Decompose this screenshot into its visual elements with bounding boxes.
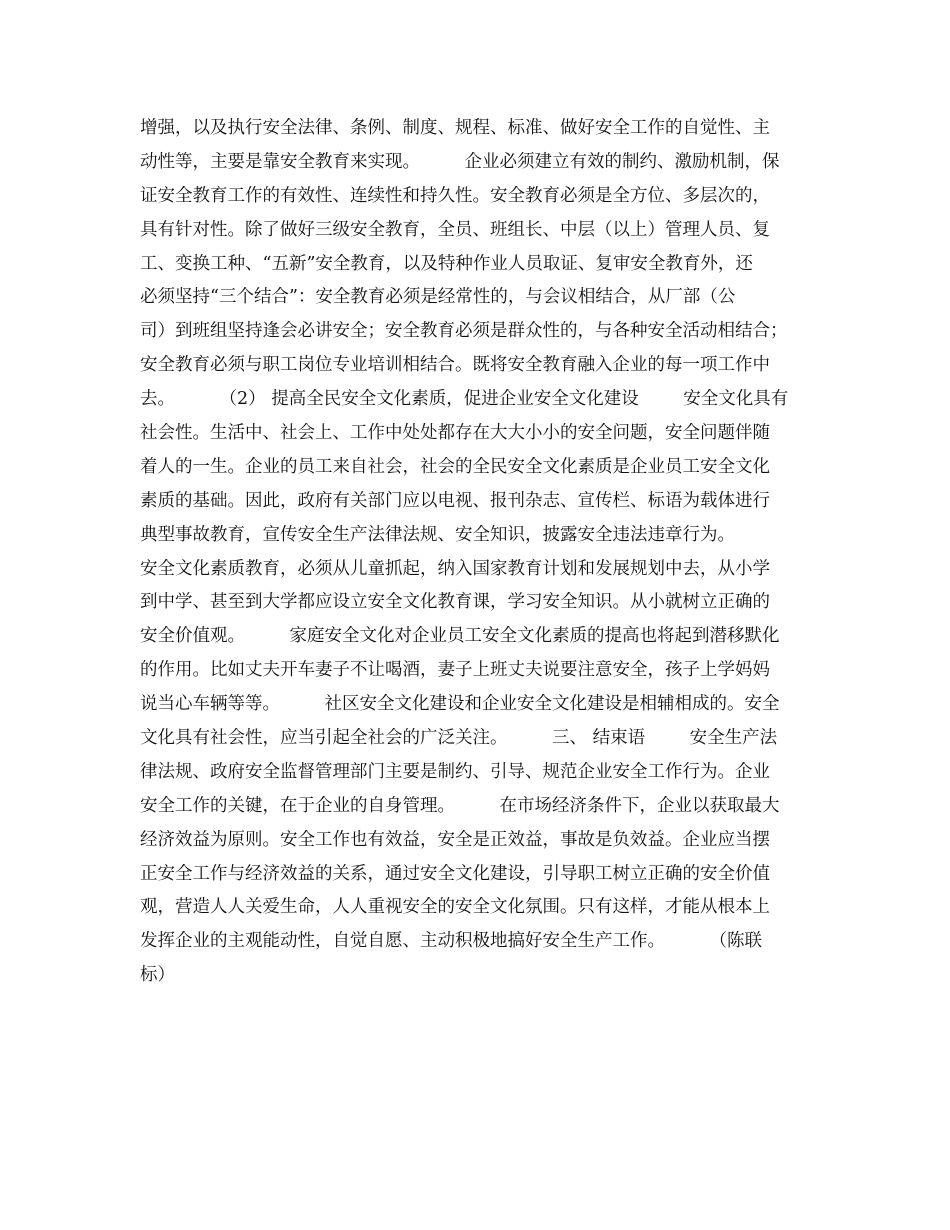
text-line: 司）到班组坚持逢会必讲安全；安全教育必须是群众性的，与各种安全活动相结合； [140,321,788,342]
text-line: 社会性。生活中、社会上、工作中处处都存在大大小小的安全问题，安全问题伴随 [140,423,770,444]
text-line: 增强，以及执行安全法律、条例、制度、规程、标准、做好安全工作的自觉性、主 [140,118,770,138]
text-line: 去。 （2） 提高全民安全文化素质，促进企业安全文化建设 安全文化具有 [140,389,789,410]
text-line: 安全教育必须与职工岗位专业培训相结合。既将安全教育融入企业的每一项工作中 [140,355,770,376]
text-line: 到中学、甚至到大学都应设立安全文化教育课，学习安全知识。从小就树立正确的 [140,592,770,613]
text-line: 标） [140,965,175,986]
text-line: 着人的一生。企业的员工来自社会，社会的全民安全文化素质是企业员工安全文化 [140,456,770,477]
text-line: 安全工作的关键，在于企业的自身管理。 在市场经济条件下，企业以获取最大 [140,795,780,816]
text-line: 安全文化素质教育，必须从儿童抓起，纳入国家教育计划和发展规划中去，从小学 [140,558,770,579]
text-line: 观，营造人人关爱生命，人人重视安全的安全文化氛围。只有这样，才能从根本上 [140,897,770,918]
text-line: 典型事故教育，宣传安全生产法律法规、安全知识，披露安全违法违章行为。 [140,524,735,545]
text-line: 律法规、政府安全监督管理部门主要是制约、引导、规范企业安全工作行为。企业 [140,761,770,782]
text-line: 发挥企业的主观能动性，自觉自愿、主动积极地搞好安全生产工作。 （陈联 [140,931,762,952]
text-line: 工、变换工种、“五新”安全教育，以及特种作业人员取证、复审安全教育外，还 [140,253,753,274]
text-line: 说当心车辆等等。 社区安全文化建设和企业安全文化建设是相辅相成的。安全 [140,694,780,715]
text-line: 安全价值观。 家庭安全文化对企业员工安全文化素质的提高也将起到潜移默化 [140,626,780,647]
text-line: 具有针对性。除了做好三级安全教育，全员、班组长、中层（以上）管理人员、复 [140,219,770,240]
text-line: 文化具有社会性，应当引起全社会的广泛关注。 三、 结束语 安全生产法 [140,728,778,749]
text-line: 正安全工作与经济效益的关系，通过安全文化建设，引导职工树立正确的安全价值 [140,863,770,884]
text-line: 经济效益为原则。安全工作也有效益，安全是正效益，事故是负效益。企业应当摆 [140,829,770,850]
text-line: 素质的基础。因此，政府有关部门应以电视、报刊杂志、宣传栏、标语为载体进行 [140,490,770,511]
text-line: 证安全教育工作的有效性、连续性和持久性。安全教育必须是全方位、多层次的， [140,185,770,206]
text-line: 的作用。比如丈夫开车妻子不让喝酒，妻子上班丈夫说要注意安全，孩子上学妈妈 [140,660,770,681]
text-line: 必须坚持“三个结合”：安全教育必须是经常性的，与会议相结合，从厂部（公 [140,287,736,308]
body-text [140,112,820,993]
text-line: 动性等，主要是靠安全教育来实现。 企业必须建立有效的制约、激励机制，保 [140,151,780,172]
